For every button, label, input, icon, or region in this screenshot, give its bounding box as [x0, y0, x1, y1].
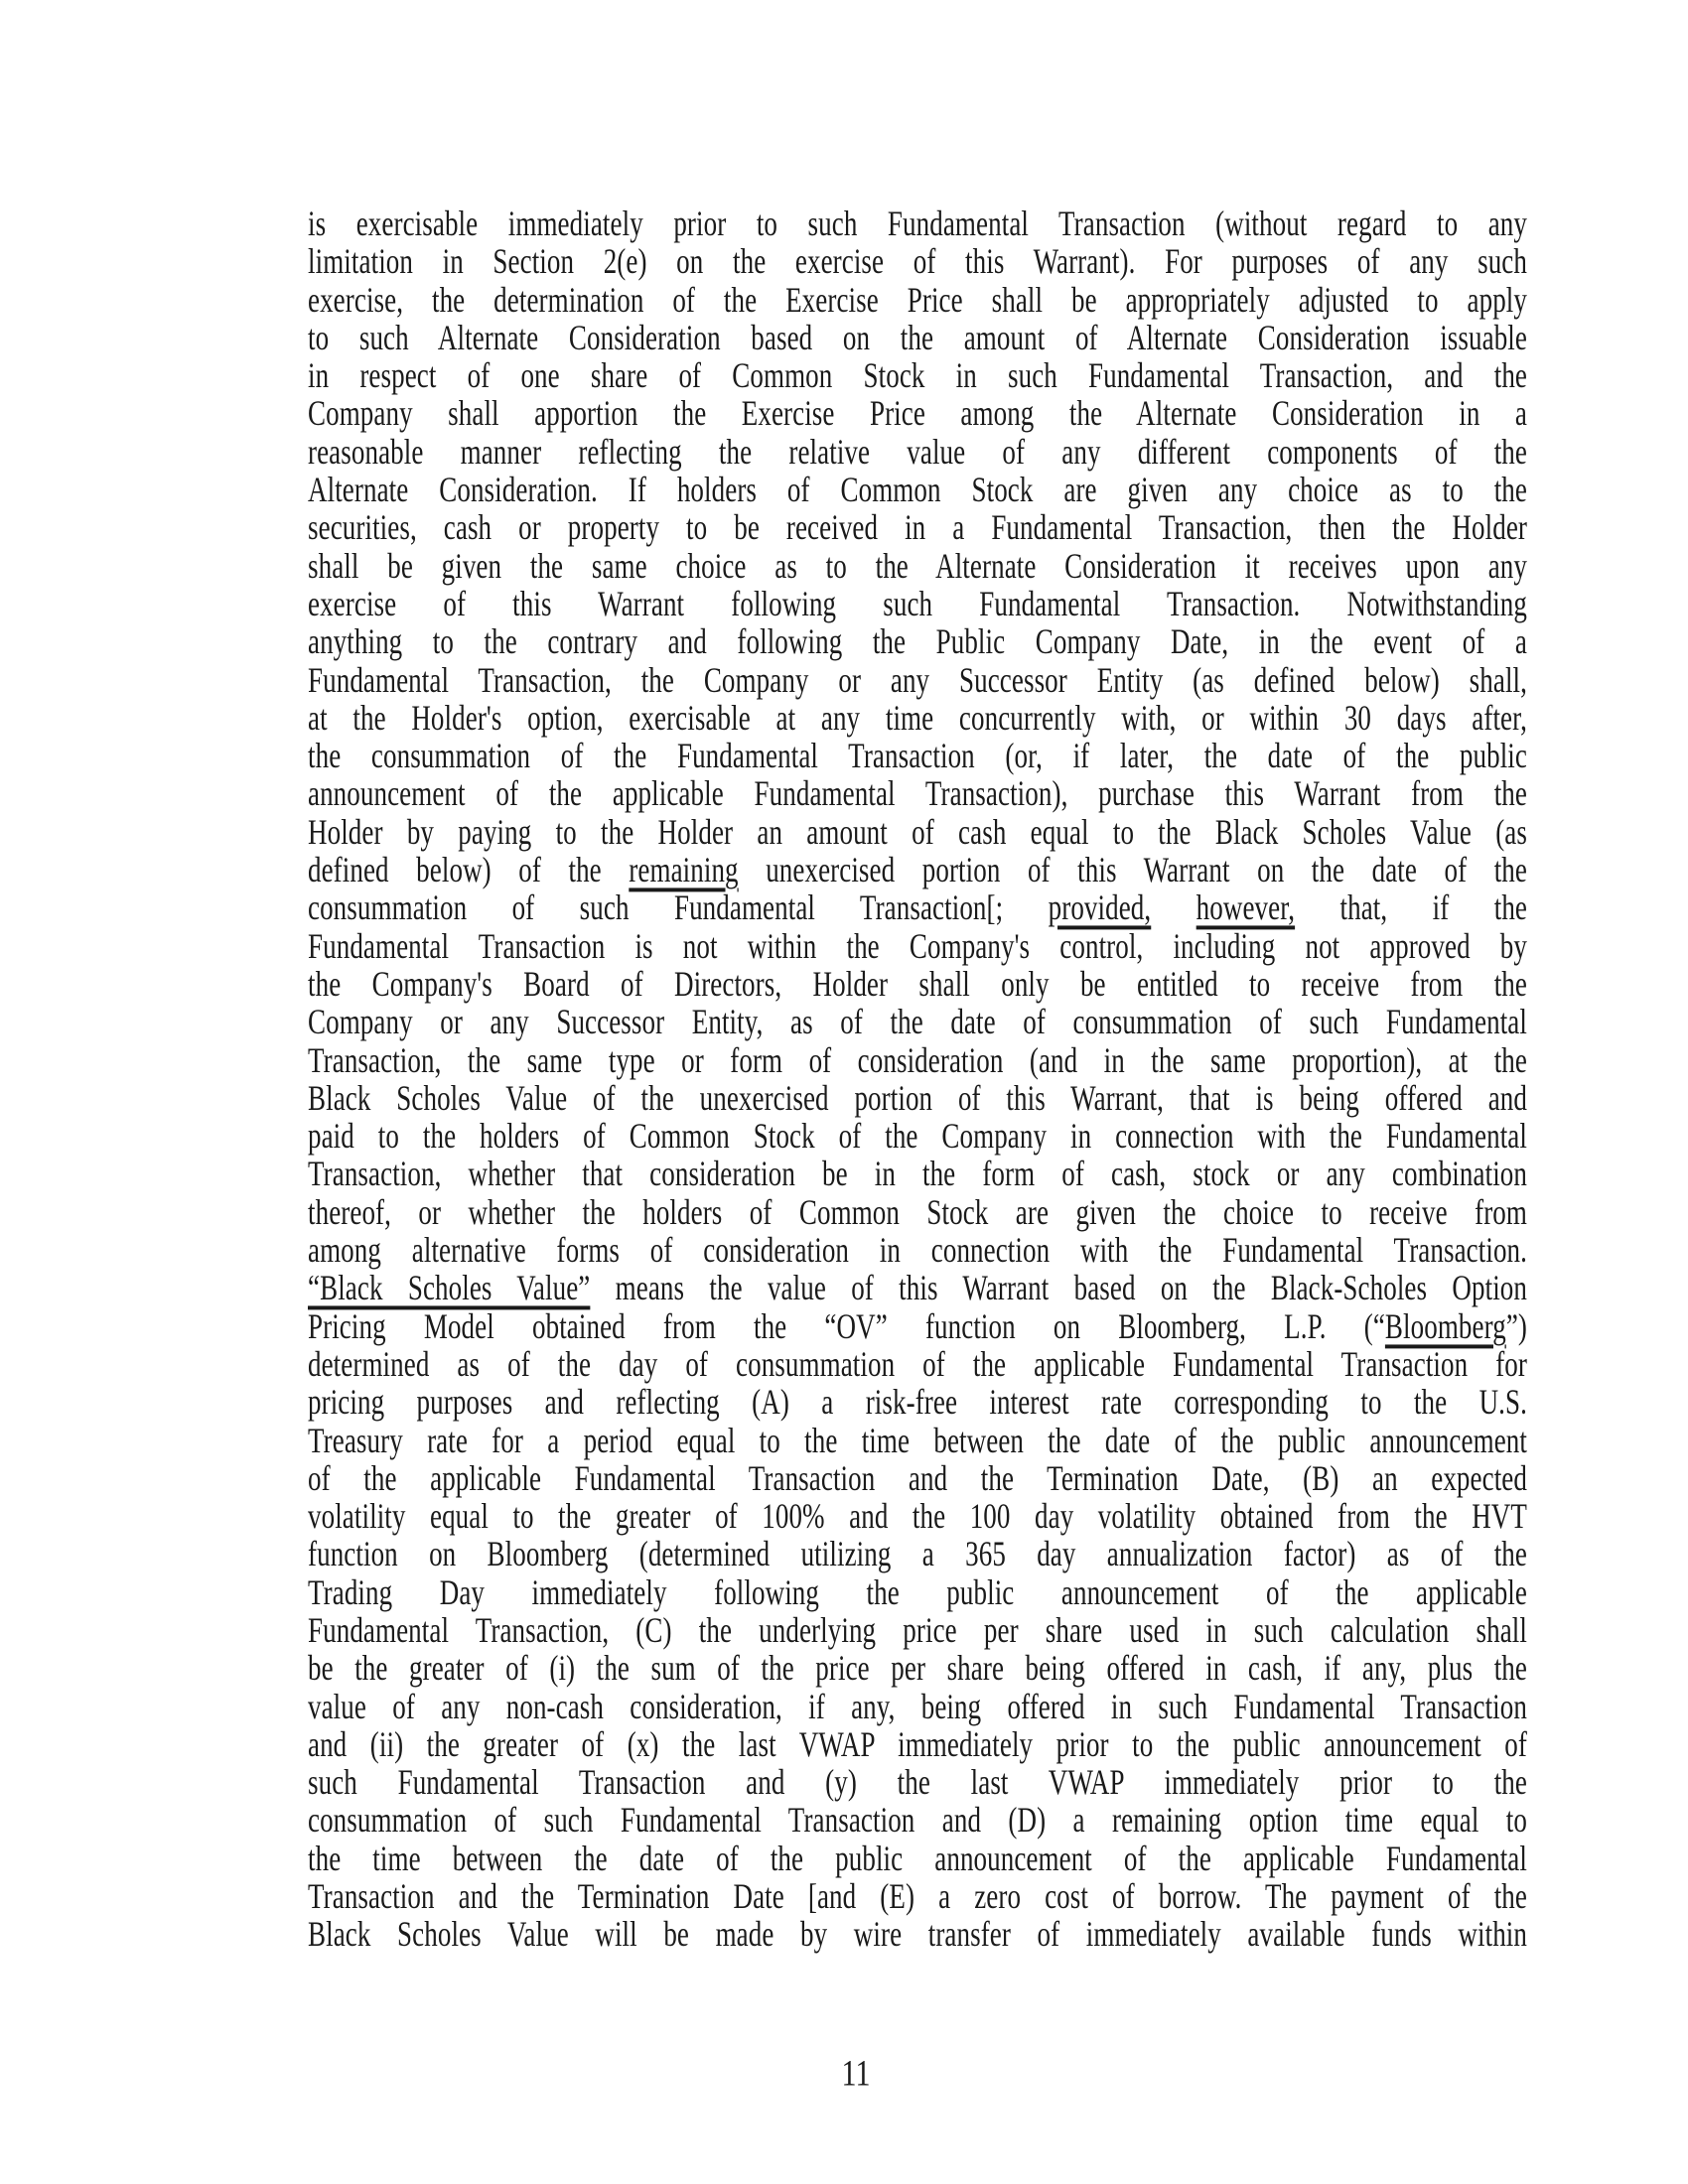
text-line: Holder by paying to the Holder an amount of cash equal to the Black Scholes Value (as — [308, 811, 1527, 852]
text-line: pricing purposes and reflecting (A) a risk-free interest rate corresponding to the U.S. — [308, 1382, 1527, 1422]
text-line: exercise, the determination of the Exercise Price shall be appropriately adjusted to apply — [308, 279, 1527, 320]
document-text — [308, 205, 1527, 1954]
text-line: Company shall apportion the Exercise Price among the Alternate Consideration in a — [308, 393, 1527, 434]
text-line: announcement of the applicable Fundamental Transaction), purchase this Warrant from the — [308, 773, 1527, 814]
text-line: Black Scholes Value will be made by wire transfer of immediately available funds within — [308, 1914, 1527, 1955]
text-line: Fundamental Transaction is not within the Company's control, including not approved by — [308, 925, 1527, 966]
text-line: Black Scholes Value of the unexercised portion of this Warrant, that is being offered and — [308, 1077, 1527, 1118]
text-line: the Company's Board of Directors, Holder shall only be entitled to receive from the — [308, 964, 1527, 1004]
text-line: among alternative forms of consideration in connection with the Fundamental Transaction. — [308, 1230, 1527, 1270]
text-line: shall be given the same choice as to the Alternate Consideration it receives upon any — [308, 545, 1527, 586]
text-line: function on Bloomberg (determined utilizing a 365 day annualization factor) as of the — [308, 1534, 1527, 1574]
text-line: the time between the date of the public announcement of the applicable Fundamental — [308, 1838, 1527, 1878]
text-line: Alternate Consideration. If holders of Common Stock are given any choice as to the — [308, 470, 1527, 509]
text-line: the consummation of the Fundamental Transaction (or, if later, the date of the public — [308, 736, 1527, 775]
text-line: Transaction, the same type or form of consideration (and in the same proportion), at the — [308, 1039, 1527, 1080]
text-line: consummation of such Fundamental Transaction[; provided, however, that, if the — [308, 887, 1528, 928]
text-line: Fundamental Transaction, the Company or any Successor Entity (as defined below) shall, — [308, 659, 1527, 700]
text-line: “Black Scholes Value” means the value of this Warrant based on the Black-Scholes Option — [308, 1268, 1527, 1308]
text-line: Company or any Successor Entity, as of the date of consummation of such Fundamental — [308, 1002, 1527, 1041]
text-line: Transaction and the Termination Date [and (E) a zero cost of borrow. The payment of the — [308, 1876, 1527, 1916]
text-line: exercise of this Warrant following such Fundamental Transaction. Notwithstanding — [308, 584, 1527, 623]
text-line: such Fundamental Transaction and (y) the last VWAP immediately prior to the — [308, 1762, 1527, 1802]
text-line: consummation of such Fundamental Transaction and (D) a remaining option time equal to — [308, 1800, 1527, 1841]
text-line: of the applicable Fundamental Transaction and the Termination Date, (B) an expected — [308, 1457, 1527, 1498]
text-line: Trading Day immediately following the public announcement of the applicable — [308, 1571, 1527, 1612]
text-line: and (ii) the greater of (x) the last VWAP immediately prior to the public announcement of — [308, 1724, 1527, 1764]
text-line: anything to the contrary and following the Public Company Date, in the event of a — [308, 621, 1527, 662]
text-line: defined below) of the remaining unexercised portion of this Warrant on the date of the — [308, 850, 1527, 889]
text-line: is exercisable immediately prior to such Fundamental Transaction (without regard to any — [308, 204, 1527, 243]
text-line: value of any non-cash consideration, if any, being offered in such Fundamental Transaction — [308, 1686, 1527, 1726]
text-line: in respect of one share of Common Stock in such Fundamental Transaction, and the — [308, 355, 1527, 395]
text-line: Pricing Model obtained from the “OV” function on Bloomberg, L.P. (“Bloomberg”) — [308, 1305, 1527, 1346]
text-line: to such Alternate Consideration based on the amount of Alternate Consideration issuable — [308, 318, 1527, 357]
text-line: Treasury rate for a period equal to the time between the date of the public announcement — [308, 1420, 1527, 1460]
text-line: limitation in Section 2(e) on the exercise of this Warrant). For purposes of any such — [308, 241, 1527, 282]
text-line: securities, cash or property to be received in a Fundamental Transaction, then the Holder — [308, 507, 1527, 548]
text-line: be the greater of (i) the sum of the price per share being offered in cash, if any, plus the — [308, 1648, 1527, 1689]
text-line: at the Holder's option, exercisable at any time concurrently with, or within 30 days after, — [308, 698, 1527, 738]
text-line: determined as of the day of consummation of the applicable Fundamental Transaction for — [308, 1344, 1527, 1384]
text-line: volatility equal to the greater of 100% and the 100 day volatility obtained from the HVT — [308, 1496, 1527, 1536]
text-line: reasonable manner reflecting the relative value of any different components of the — [308, 431, 1527, 472]
page-number: 11 — [841, 2052, 871, 2094]
text-line: Transaction, whether that consideration be in the form of cash, stock or any combination — [308, 1154, 1527, 1194]
text-line: Fundamental Transaction, (C) the underlying price per share used in such calculation shall — [308, 1610, 1527, 1650]
text-line: paid to the holders of Common Stock of the Company in connection with the Fundamental — [308, 1116, 1527, 1156]
text-line: thereof, or whether the holders of Common Stock are given the choice to receive from — [308, 1191, 1527, 1232]
